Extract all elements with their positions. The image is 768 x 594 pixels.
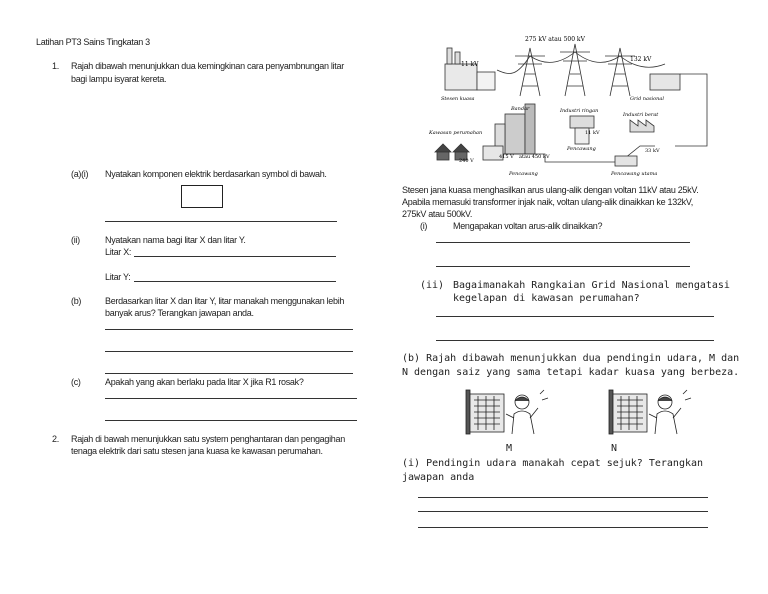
pylon-voltage-label: 275 kV atau 500 kV xyxy=(525,36,585,43)
answer-line[interactable] xyxy=(105,398,357,399)
q2-number: 2. xyxy=(52,434,59,444)
stesen-label: Stesen kuasa xyxy=(441,96,475,102)
answer-line[interactable] xyxy=(418,527,708,528)
air-conditioner-n-illustration xyxy=(605,384,695,440)
answer-line[interactable] xyxy=(105,373,353,374)
answer-line[interactable] xyxy=(105,329,353,330)
q2-intro-line1: Rajah di bawah menunjukkan satu system penghantaran dan pengagihan xyxy=(71,434,345,444)
kv11b-label: 11 kV xyxy=(585,130,600,136)
q2ii-text-line2: kegelapan di kawasan perumahan? xyxy=(453,293,640,304)
grid-description-line1: Stesen jana kuasa menghasilkan arus ulang-alik dengan voltan 11kV atau 25kV. xyxy=(402,185,699,195)
kv132-label: 132 kV xyxy=(630,56,652,63)
q1-intro-line1: Rajah dibawah menunjukkan dua kemingkinan cara penyambnungan litar xyxy=(71,61,344,71)
answer-line[interactable] xyxy=(436,316,714,317)
q2-intro-line2: tenaga elektrik dari satu stesen jana kuasa ke kawasan perumahan. xyxy=(71,446,323,456)
q2b-text-line2: N dengan saiz yang sama tetapi kadar kuasa yang berbeza. xyxy=(402,367,740,378)
q1a-label: (a)(i) xyxy=(71,169,89,179)
label-m: M xyxy=(506,443,513,454)
kv240-label: 240 V xyxy=(459,158,474,164)
grid-description-line3: 275kV atau 500kV. xyxy=(402,209,473,219)
q2ii-label: (ii) xyxy=(420,280,445,291)
q2ii-text-line1: Bagaimanakah Rangkaian Grid Nasional mengatasi xyxy=(453,280,730,291)
answer-line[interactable] xyxy=(105,351,353,352)
pencawang-label: Pencawang xyxy=(567,146,596,152)
bandar-label: Bandar xyxy=(511,106,530,112)
q2bi-text-line1: (i) Pendingin udara manakah cepat sejuk? Terangkan xyxy=(402,458,704,469)
power-grid-diagram xyxy=(425,34,725,180)
answer-line[interactable] xyxy=(418,511,708,512)
answer-line[interactable] xyxy=(436,242,690,243)
label-n: N xyxy=(611,443,618,454)
kawasan-label: Kawasan perumahan xyxy=(429,130,483,136)
q1b-label: (b) xyxy=(71,296,82,306)
q1a-text: Nyatakan komponen elektrik berdasarkan symbol di bawah. xyxy=(105,169,327,179)
litar-y-label: Litar Y: xyxy=(105,272,131,282)
pencawang-label: Pencawang xyxy=(509,171,538,177)
grid-label: Grid nasional xyxy=(630,96,664,102)
answer-line[interactable] xyxy=(436,340,714,341)
page-header: Latihan PT3 Sains Tingkatan 3 xyxy=(36,37,150,47)
grid-description-line2: Apabila memasuki transformer injak naik, voltan ulang-alik dinaikkan ke 132kV, xyxy=(402,197,693,207)
answer-line[interactable] xyxy=(436,266,690,267)
litar-x-label: Litar X: xyxy=(105,247,132,257)
industri-berat-label: Industri berat xyxy=(623,112,659,118)
answer-line[interactable] xyxy=(105,420,357,421)
q1-number: 1. xyxy=(52,61,59,71)
kv33-label: 33 kV xyxy=(645,148,660,154)
q1c-label: (c) xyxy=(71,377,81,387)
air-conditioner-m-illustration xyxy=(462,384,552,440)
answer-line[interactable] xyxy=(418,497,708,498)
q1aii-text: Nyatakan nama bagi litar X dan litar Y. xyxy=(105,235,246,245)
q2bi-text-line2: jawapan anda xyxy=(402,472,475,483)
atau-label: atau 450 kV xyxy=(519,154,550,160)
q2i-text: Mengapakan voltan arus-alik dinaikkan? xyxy=(453,221,603,231)
q1c-text: Apakah yang akan berlaku pada litar X jika R1 rosak? xyxy=(105,377,304,387)
q1-intro-line2: bagi lampu isyarat kereta. xyxy=(71,74,167,84)
q2b-text-line1: (b) Rajah dibawah menunjukkan dua pendingin udara, M dan xyxy=(402,353,740,364)
kv415-label: 415 V xyxy=(499,154,514,160)
answer-line[interactable] xyxy=(134,256,336,257)
q1b-text-line1: Berdasarkan litar X dan litar Y, litar manakah menggunakan lebih xyxy=(105,296,345,306)
industri-ringan-label: Industri ringan xyxy=(560,108,599,114)
answer-line[interactable] xyxy=(105,221,337,222)
q2i-label: (i) xyxy=(420,221,428,231)
pencawang-utama-label: Pencawang utama xyxy=(611,171,658,177)
q1b-text-line2: banyak arus? Terangkan jawapan anda. xyxy=(105,308,254,318)
answer-line[interactable] xyxy=(134,281,336,282)
component-symbol-box xyxy=(181,185,223,208)
q1aii-label: (ii) xyxy=(71,235,80,245)
kv11-label: 11 kV xyxy=(461,61,479,68)
